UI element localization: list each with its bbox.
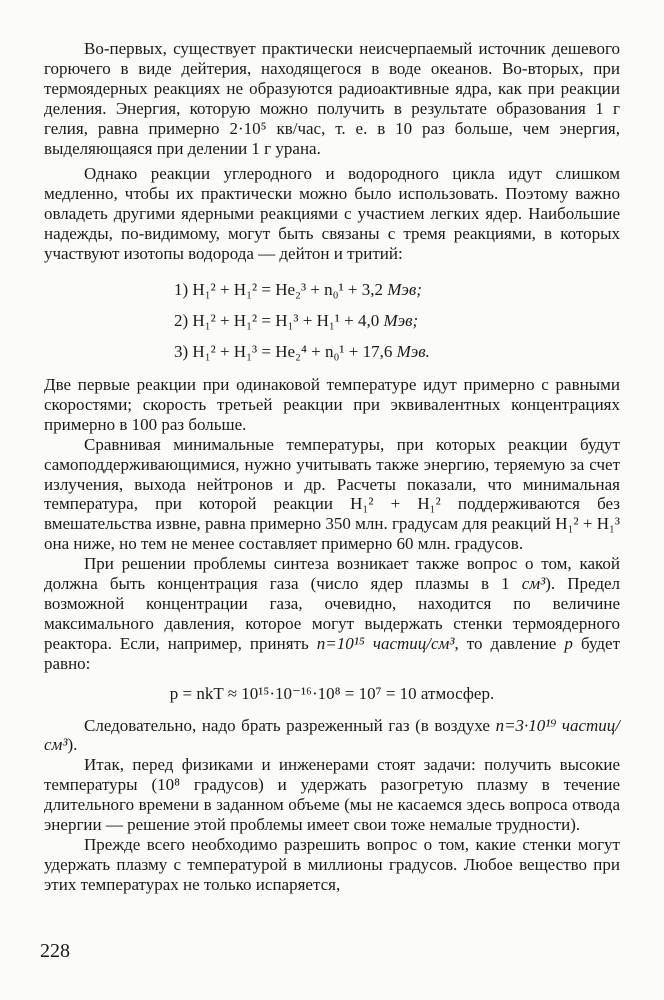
reaction-number: 2) [174, 310, 189, 330]
reaction-3: 3) H₁² + H₁³ = He₂⁴ + n₀¹ + 17,6 Мэв. [174, 341, 430, 361]
paragraph: Во-первых, существует практически неисчерпаемый источник дешевого горючего в виде дейтерия, находящегося в воде океанов. Во-вторых, при термоядерных реакциях не образуются радиоактивные ядра, как при реакции деления. Энергия, которую можно получить в результате образования 1 г гелия, равна примерно 2·10⁵ кв/час, т. е. в 10 раз больше, чем энергия, выделяющаяся при делении 1 г урана. [44, 39, 620, 158]
paragraph: Прежде всего необходимо разрешить вопрос о том, какие стенки могут удержать плазму с температурой в миллионы градусов. Любое вещество при этих температурах не только испаряется, [44, 835, 620, 894]
variable: p [564, 633, 573, 653]
reaction-number: 1) [174, 279, 189, 299]
page-number: 228 [40, 940, 70, 962]
reaction-unit: Мэв. [396, 341, 430, 361]
unit: см³ [521, 574, 546, 594]
reaction-list [174, 274, 620, 367]
reaction-lhs: H₁² + H₁² [192, 279, 258, 299]
paragraph: Однако реакции углеродного и водородного цикла идут слишком медленно, чтобы их практически можно было использовать. Поэтому важно овладеть другими ядерными реакциями с участием легких ядер. Наибольшие надежды, по-видимому, могут быть связаны с тремя реакциями, в которых участвуют изотопы водорода — дейтон и тритий: [44, 164, 620, 264]
paragraph: Итак, перед физиками и инженерами стоят задачи: получить высокие температуры (10⁸ градусов) и удержать разогретую плазму в течение длительного времени в заданном объеме (мы не касаемся здесь вопроса отвода энергии — решение этой проблемы имеет свои тоже немалые трудности). [44, 755, 620, 835]
reaction-lhs: H₁² + H₁² [192, 310, 258, 330]
reaction-rhs: He₂³ + n₀¹ + 3,2 [275, 279, 384, 299]
reaction-1: 1) H₁² + H₁² = He₂³ + n₀¹ + 3,2 Мэв; [174, 279, 422, 299]
reaction-unit: Мэв; [387, 279, 422, 299]
paragraph: Две первые реакции при одинаковой температуре идут примерно с равными скоростями; скорость третьей реакции при эквивалентных концентрациях примерно в 100 раз больше. [44, 374, 620, 434]
inline-formula: n=3·10¹⁹ частиц/см³ [44, 715, 621, 755]
paragraph: Сравнивая минимальные температуры, при которых реакции будут самоподдерживающимися, нужно учитывать также энергию, теряемую за счет излучения, выхода нейтронов и др. Расчеты показали, что минимальная температура, при которой реакции H₁² + H₁² поддерживаются без вмешательства извне, равна примерно 350 млн. градусам для реакций H₁² + H₁³ она ниже, но тем не менее составляет примерно 60 млн. градусов. [44, 434, 621, 554]
page-body [44, 39, 620, 895]
paragraph: Следовательно, надо брать разреженный газ (в воздухе n=3·10¹⁹ частиц/см³). [44, 715, 621, 755]
pressure-formula: p = nkT ≈ 10¹⁵·10⁻¹⁶·10⁸ = 10⁷ = 10 атмосфер. [169, 683, 495, 703]
reaction-unit: Мэв; [383, 310, 419, 330]
inline-formula: H₁² + H₁³ [555, 514, 620, 534]
reaction-rhs: H₁³ + H₁¹ + 4,0 [275, 310, 380, 330]
paragraph: При решении проблемы синтеза возникает также вопрос о том, какой должна быть концентрация газа (число ядер плазмы в 1 см³). Предел возможной концентрации газа, очевидно, находится по величине максимального давления, которое могут выдержать стенки термоядерного реактора. Если, например, принять n=10¹⁵ частиц/см³, то давление p будет равно: [44, 554, 621, 673]
inline-formula: H₁² + H₁² [350, 494, 441, 514]
reaction-rhs: He₂⁴ + n₀¹ + 17,6 [275, 341, 393, 361]
inline-formula: n=10¹⁵ частиц/см³ [316, 633, 455, 653]
reaction-number: 3) [174, 341, 189, 361]
reaction-lhs: H₁² + H₁³ [192, 341, 258, 361]
reaction-2: 2) H₁² + H₁² = H₁³ + H₁¹ + 4,0 Мэв; [174, 310, 419, 330]
